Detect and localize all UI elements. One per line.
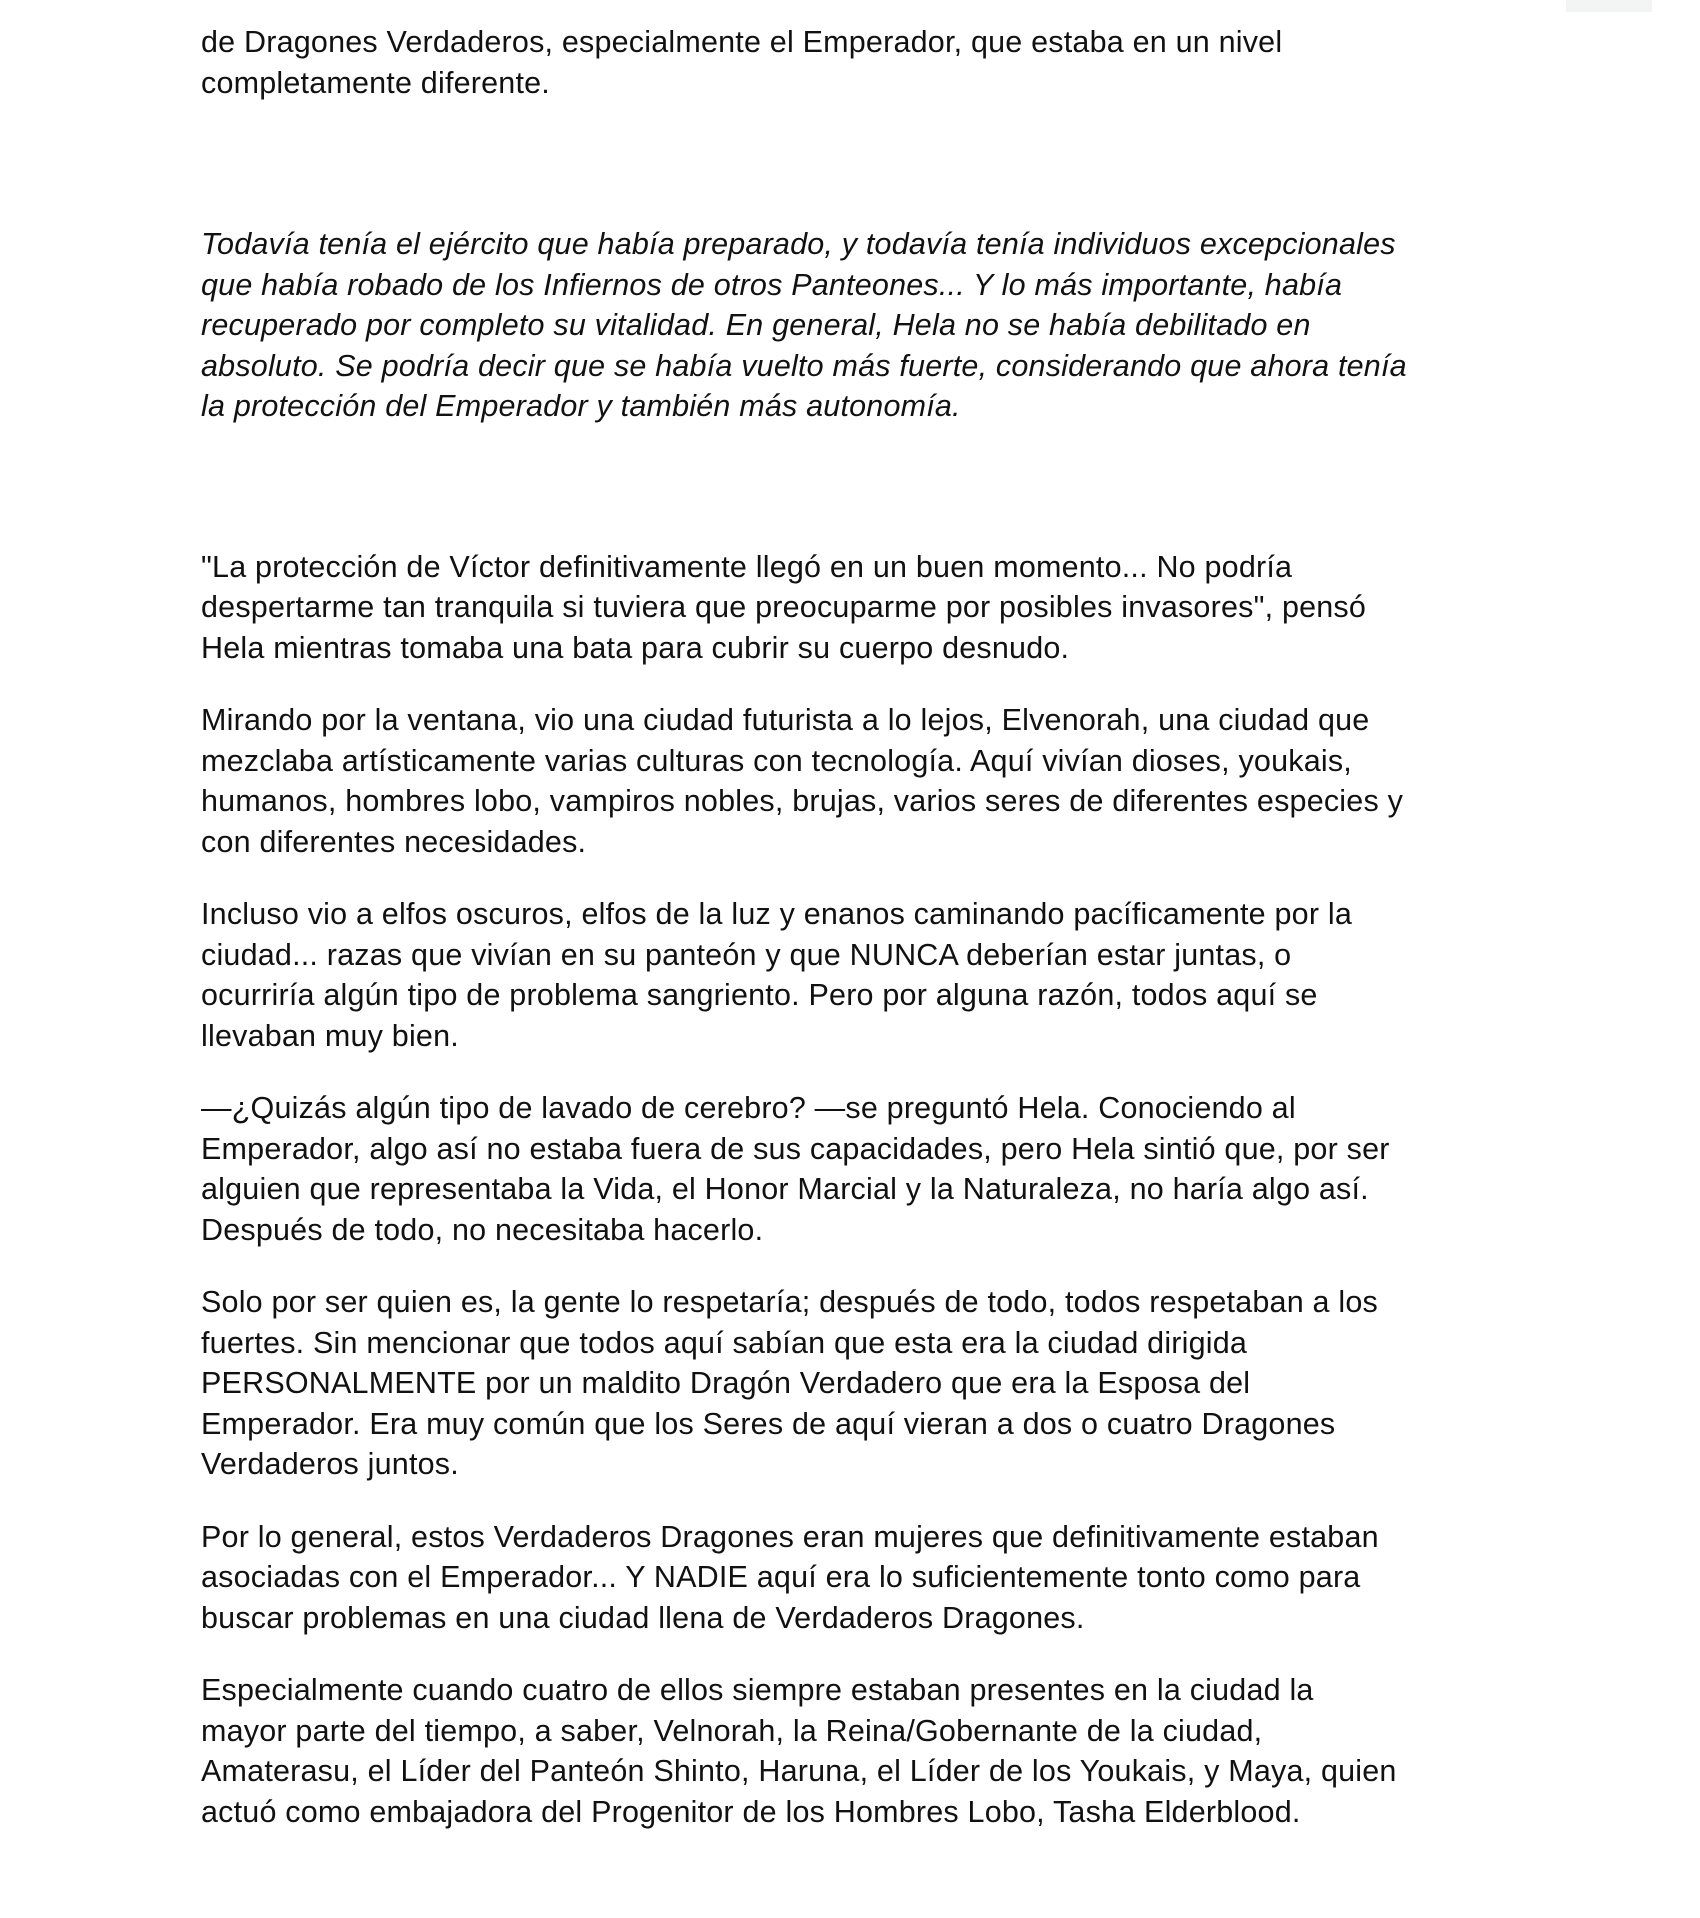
document-page <box>201 18 1531 1832</box>
paragraph-2-italic: Todavía tenía el ejército que había preparado, y todavía tenía individuos excepcionales que había robado de los Infiernos de otros Panteones... Y lo más importante, había recuperado por completo su vitalidad. En general, Hela no se había debilitado en absoluto. Se podría decir que se había vuelto más fuerte, considerando que ahora tenía la protección del Emperador y también más autonomía. <box>201 227 1407 423</box>
paragraph-6: —¿Quizás algún tipo de lavado de cerebro? —se preguntó Hela. Conociendo al Emperador, algo así no estaba fuera de sus capacidades, pero Hela sintió que, por ser alguien que representaba la Vida, el Honor Marcial y la Naturaleza, no haría algo así. Después de todo, no necesitaba hacerlo. <box>201 1091 1390 1247</box>
paragraph-8: Por lo general, estos Verdaderos Dragones eran mujeres que definitivamente estaban asociadas con el Emperador... Y NADIE aquí era lo suficientemente tonto como para buscar problemas en una ciudad llena de Verdaderos Dragones. <box>201 1519 1379 1635</box>
paragraph-7: Solo por ser quien es, la gente lo respetaría; después de todo, todos respetaban a los fuertes. Sin mencionar que todos aquí sabían que esta era la ciudad dirigida PERSONALMENTE por un maldito Dragón Verdadero que era la Esposa del Emperador. Era muy común que los Seres de aquí vieran a dos o cuatro Dragones Verdaderos juntos. <box>201 1285 1378 1481</box>
paragraph-9: Especialmente cuando cuatro de ellos siempre estaban presentes en la ciudad la mayor parte del tiempo, a saber, Velnorah, la Reina/Gobernante de la ciudad, Amaterasu, el Líder del Panteón Shinto, Haruna, el Líder de los Youkais, y Maya, quien actuó como embajadora del Progenitor de los Hombres Lobo, Tasha Elderblood. <box>201 1673 1397 1829</box>
paragraph-3: "La protección de Víctor definitivamente llegó en un buen momento... No podría despertarme tan tranquila si tuviera que preocuparme por posibles invasores", pensó Hela mientras tomaba una bata para cubrir su cuerpo desnudo. <box>201 549 1367 665</box>
page-corner-mark <box>1566 0 1652 12</box>
paragraph-1: de Dragones Verdaderos, especialmente el Emperador, que estaba en un nivel completamente diferente. <box>201 25 1283 100</box>
paragraph-4: Mirando por la ventana, vio una ciudad futurista a lo lejos, Elvenorah, una ciudad que mezclaba artísticamente varias culturas con tecnología. Aquí vivían dioses, youkais, humanos, hombres lobo, vampiros nobles, brujas, varios seres de diferentes especies y con diferentes necesidades. <box>201 703 1404 859</box>
paragraph-5: Incluso vio a elfos oscuros, elfos de la luz y enanos caminando pacíficamente por la ciudad... razas que vivían en su panteón y que NUNCA deberían estar juntas, o ocurriría algún tipo de problema sangriento. Pero por alguna razón, todos aquí se llevaban muy bien. <box>201 897 1353 1053</box>
